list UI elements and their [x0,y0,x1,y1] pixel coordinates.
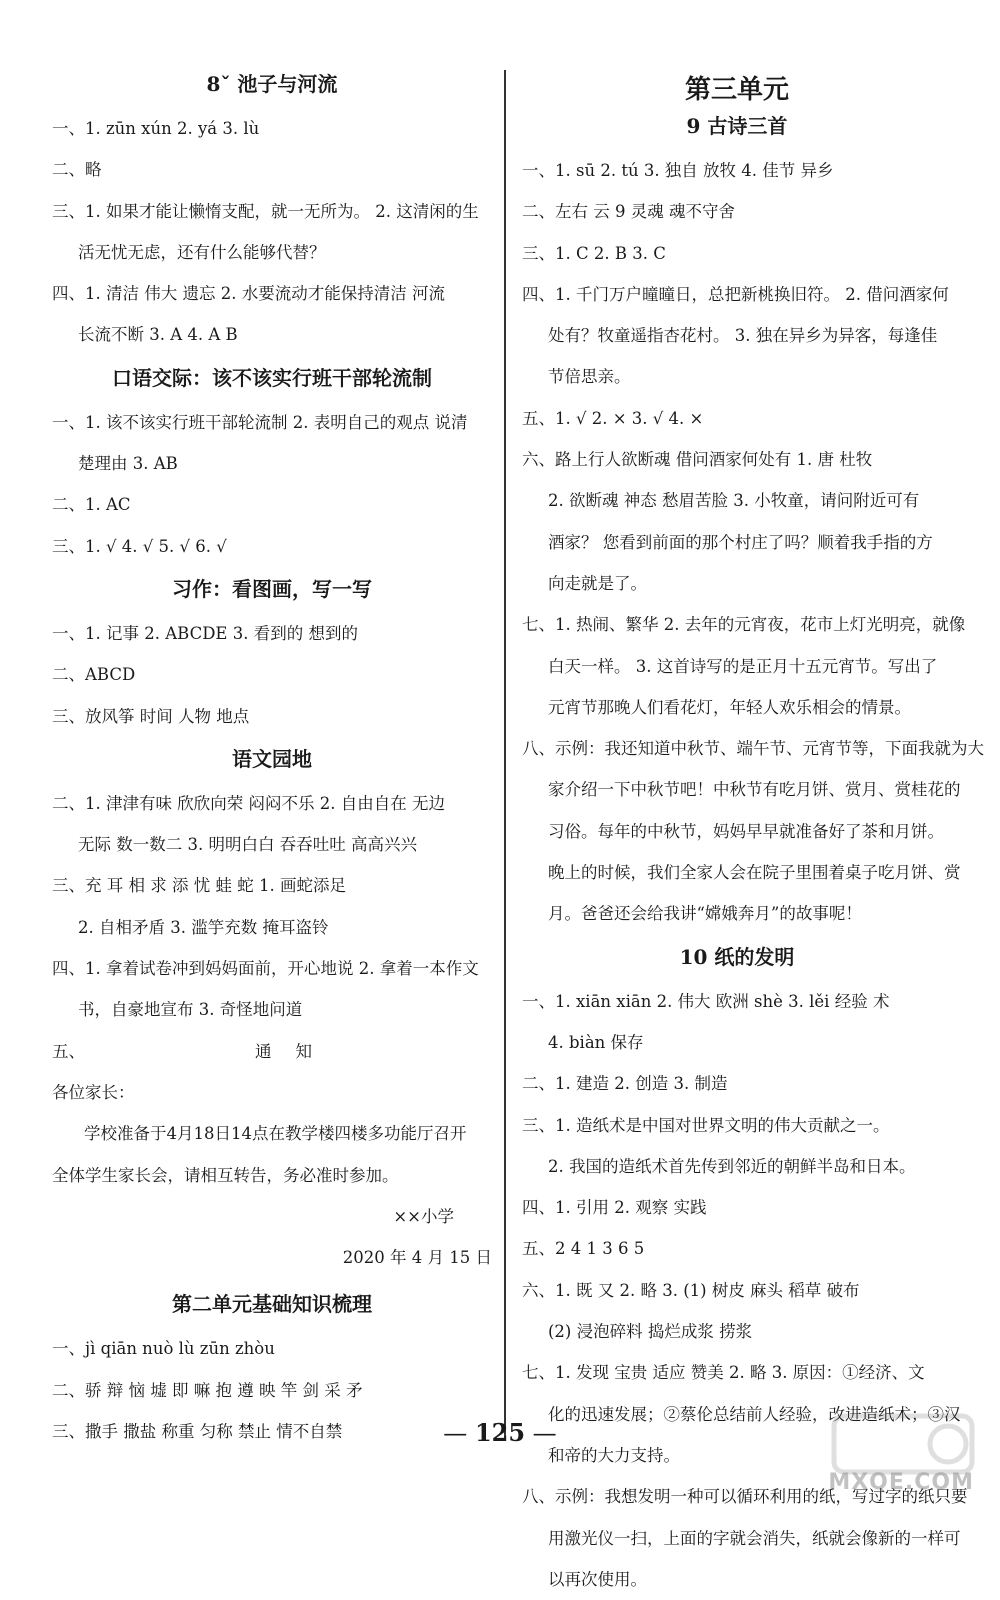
right-column [522,62,984,1600]
answer-line: 三、撒手 撒盐 称重 匀称 禁止 情不自禁 [52,1422,343,1442]
answer-line: 四、1. 清洁 伟大 遗忘 2. 水要流动才能保持清洁 河流 [52,284,445,304]
answer-line: 二、左右 云 9 灵魂 魂不守舍 [522,202,735,222]
answer-line: 用激光仪一扫，上面的字就会消失，纸就会像新的一样可 [548,1528,961,1548]
answer-line: 一、1. zūn xún 2. yá 3. lù [52,119,260,138]
column-divider [504,70,506,1440]
answer-line: 酒家？ 您看到前面的那个村庄了吗？顺着我手指的方 [548,532,933,552]
answer-line: 三、1. C 2. B 3. C [522,243,666,263]
answer-line: 四、1. 拿着试卷冲到妈妈面前，开心地说 2. 拿着一本作文 [52,959,479,979]
section-title-oral-communication: 口语交际：该不该实行班干部轮流制 [112,365,432,390]
notice-title: 通知 [255,1041,336,1061]
answer-line: 三、1. 造纸术是中国对世界文明的伟大贡献之一。 [522,1115,890,1135]
answer-line: 三、1. √ 4. √ 5. √ 6. √ [52,536,227,556]
answer-line: 2. 我国的造纸术首先传到邻近的朝鲜半岛和日本。 [548,1156,916,1176]
answer-line: 八、示例：我想发明一种可以循环利用的纸，写过字的纸只要 [522,1487,968,1507]
answer-line: 五、2 4 1 3 6 5 [522,1239,645,1259]
answer-line: 七、1. 热闹、繁华 2. 去年的元宵夜，花市上灯光明亮，就像 [522,615,966,635]
section-title-writing: 习作：看图画，写一写 [172,576,372,601]
dash-right: — [525,1419,557,1447]
section-title-chinese-garden: 语文园地 [232,746,312,771]
answer-line: 2. 欲断魂 神态 愁眉苦脸 3. 小牧童，请问附近可有 [548,491,920,511]
notice-prefix: 五、 [52,1041,85,1061]
answer-line: 楚理由 3. AB [78,454,178,474]
answer-line: 二、1. AC [52,495,131,515]
answer-line: 白天一样。 3. 这首诗写的是正月十五元宵节。写出了 [548,656,938,676]
section-title-pond-and-river: 8ˇ 池子与河流 [206,72,338,96]
answer-line: 四、1. 引用 2. 观察 实践 [522,1198,707,1218]
answer-line: (2) 浸泡碎料 捣烂成浆 捞浆 [548,1322,753,1342]
answer-line: 一、1. 记事 2. ABCDE 3. 看到的 想到的 [52,623,358,643]
notice-body: 全体学生家长会，请相互转告，务必准时参加。 [52,1165,399,1185]
answer-line: 和帝的大力支持。 [548,1445,680,1465]
dash-left: — [443,1419,475,1447]
answer-line: 长流不断 3. A 4. A B [78,325,238,345]
section-title-paper-invention: 10 纸的发明 [679,944,795,969]
notice-signature-text: ××小学 [393,1206,454,1226]
answer-line: 八、示例：我还知道中秋节、端午节、元宵节等，下面我就为大 [522,739,984,759]
watermark-text: MXQE.COM [828,1470,974,1495]
answer-line: 三、放风筝 时间 人物 地点 [52,706,250,726]
answer-line: 习俗。每年的中秋节，妈妈早早就准备好了茶和月饼。 [548,821,944,841]
answer-line: 化的迅速发展；②蔡伦总结前人经验，改进造纸术；③汉 [548,1404,961,1424]
answer-line: 晚上的时候，我们全家人会在院子里围着桌子吃月饼、赏 [548,863,961,883]
answer-line: 4. biàn 保存 [548,1032,644,1052]
unit-title: 第三单元 [684,75,789,105]
answer-line: 节倍思亲。 [548,367,631,387]
answer-line: 六、1. 既 又 2. 略 3. (1) 树皮 麻头 稻草 破布 [522,1280,860,1300]
notice-date: 2020 年 4 月 15 日 [342,1248,492,1268]
notice-greeting: 各位家长： [52,1082,135,1102]
answer-line: 以再次使用。 [548,1569,647,1589]
answer-line: 一、1. sū 2. tú 3. 独自 放牧 4. 佳节 异乡 [522,161,834,180]
notice-signature [52,1196,492,1237]
answer-line: 五、1. √ 2. × 3. √ 4. × [522,408,704,428]
answer-line: 无际 数一数二 3. 明明白白 吞吞吐吐 高高兴兴 [78,835,417,855]
answer-line: 七、1. 发现 宝贵 适应 赞美 2. 略 3. 原因：①经济、文 [522,1363,925,1383]
answer-line: 二、ABCD [52,665,136,685]
answer-line: 书，自豪地宣布 3. 奇怪地问道 [78,1000,303,1020]
notice-heading-line [52,1031,492,1072]
answer-line: 处有？牧童遥指杏花村。 3. 独在异乡为异客，每逢佳 [548,326,938,346]
answer-line: 二、骄 辩 恼 墟 即 嘛 抱 遵 映 竿 剑 采 矛 [52,1380,363,1400]
section-title-unit2-review: 第二单元基础知识梳理 [172,1292,372,1317]
answer-line: 一、1. 该不该实行班干部轮流制 2. 表明自己的观点 说清 [52,412,468,432]
page-number-text: 125 [474,1418,526,1447]
answer-line: 向走就是了。 [548,573,647,593]
answer-line: 家介绍一下中秋节吧！中秋节有吃月饼、赏月、赏桂花的 [548,780,961,800]
answer-line: 三、1. 如果才能让懒惰支配，就一无所为。 2. 这清闲的生 [52,201,479,221]
section-title-ancient-poems: 9 古诗三首 [686,114,788,138]
answer-line: 四、1. 千门万户曈曈日，总把新桃换旧符。 2. 借问酒家何 [522,284,949,304]
answer-line: 二、1. 建造 2. 创造 3. 制造 [522,1074,728,1094]
answer-line: 元宵节那晚人们看花灯，年轻人欢乐相会的情景。 [548,697,911,717]
answer-line: 一、1. xiān xiān 2. 伟大 欧洲 shè 3. lěi 经验 术 [522,991,890,1011]
answer-line: 三、充 耳 相 求 添 忧 蛙 蛇 1. 画蛇添足 [52,876,346,896]
answer-line: 六、路上行人欲断魂 借问酒家何处有 1. 唐 杜牧 [522,450,873,470]
answer-line: 二、1. 津津有味 欣欣向荣 闷闷不乐 2. 自由自在 无边 [52,793,445,813]
notice-body: 学校准备于4月18日14点在教学楼四楼多功能厅召开 [84,1124,467,1144]
answer-line: 月。爸爸还会给我讲“嫦娥奔月”的故事呢！ [548,904,862,924]
answer-line: 一、jì qiān nuò lù zūn zhòu [52,1339,275,1359]
answer-line: 2. 自相矛盾 3. 滥竽充数 掩耳盗铃 [78,917,329,937]
left-column [52,62,492,1452]
answer-line: 二、略 [52,160,102,180]
answer-line: 活无忧无虑，还有什么能够代替？ [78,242,326,262]
